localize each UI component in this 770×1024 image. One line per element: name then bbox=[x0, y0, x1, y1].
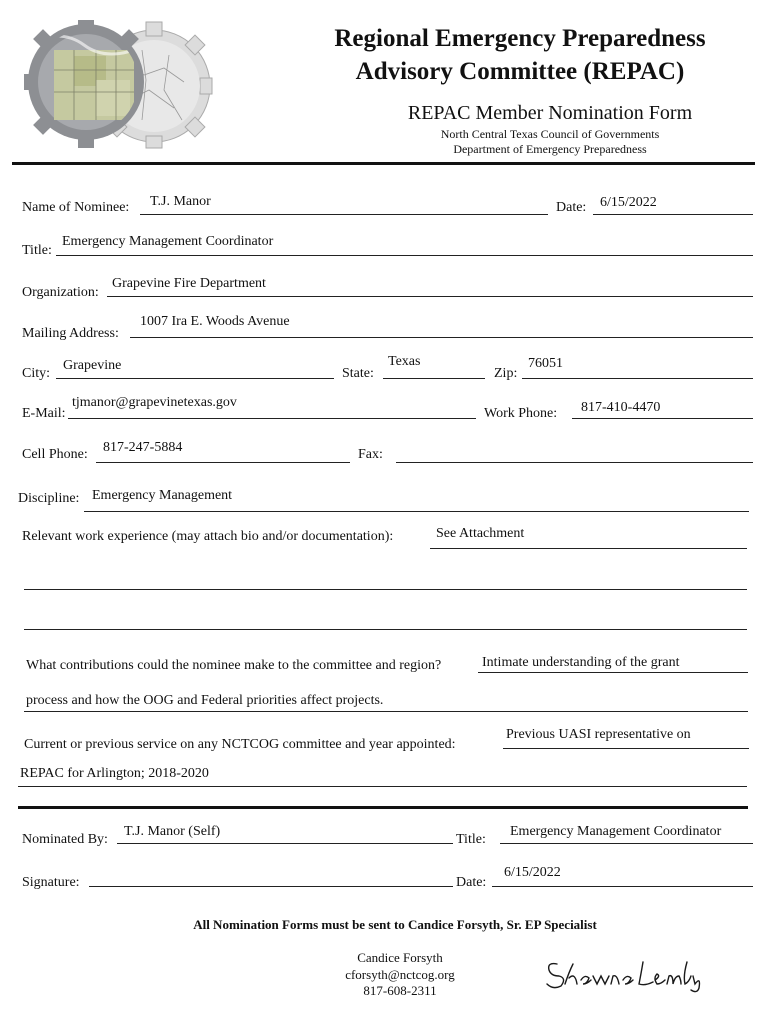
experience-field[interactable]: See Attachment bbox=[436, 526, 525, 541]
title-field[interactable]: Emergency Management Coordinator bbox=[62, 234, 274, 249]
discipline-label: Discipline: bbox=[18, 491, 80, 506]
contributions-line-1 bbox=[478, 672, 748, 673]
state-line bbox=[383, 378, 485, 379]
zip-field[interactable]: 76051 bbox=[528, 356, 563, 371]
fax-label: Fax: bbox=[358, 447, 383, 462]
footer-note: All Nomination Forms must be sent to Candice Forsyth, Sr. EP Specialist bbox=[193, 917, 597, 932]
contact-phone: 817-608-2311 bbox=[363, 983, 437, 998]
city-field[interactable]: Grapevine bbox=[63, 358, 122, 373]
nominated-by-line bbox=[117, 843, 453, 844]
date-label: Date: bbox=[556, 200, 587, 215]
title-line-2: Advisory Committee (REPAC) bbox=[355, 58, 685, 85]
nominee-label: Name of Nominee: bbox=[22, 200, 130, 215]
handwritten-signature bbox=[543, 954, 703, 994]
work-phone-field[interactable]: 817-410-4470 bbox=[581, 400, 661, 415]
header-divider bbox=[12, 162, 755, 165]
contributions-line-2 bbox=[24, 711, 748, 712]
service-line-2 bbox=[18, 786, 747, 787]
experience-label: Relevant work experience (may attach bio and/or documentation): bbox=[22, 529, 394, 544]
section-divider bbox=[18, 806, 748, 809]
nominator-title-line bbox=[500, 843, 753, 844]
nominated-by-label: Nominated By: bbox=[22, 832, 108, 847]
state-field[interactable]: Texas bbox=[388, 354, 421, 369]
experience-line-3 bbox=[24, 629, 747, 630]
date-line bbox=[593, 214, 753, 215]
cell-phone-line bbox=[96, 462, 350, 463]
mailing-field[interactable]: 1007 Ira E. Woods Avenue bbox=[140, 314, 290, 329]
contributions-label: What contributions could the nominee make to the committee and region? bbox=[26, 658, 442, 673]
service-field-2[interactable]: REPAC for Arlington; 2018-2020 bbox=[20, 766, 209, 781]
org-line-2: Department of Emergency Preparedness bbox=[453, 142, 647, 156]
signature-label: Signature: bbox=[22, 875, 80, 890]
contributions-field-2[interactable]: process and how the OOG and Federal priorities affect projects. bbox=[26, 693, 384, 708]
contributions-field-1[interactable]: Intimate understanding of the grant bbox=[482, 655, 680, 670]
organization-label: Organization: bbox=[22, 285, 99, 300]
experience-line-2 bbox=[24, 589, 747, 590]
work-phone-label: Work Phone: bbox=[484, 406, 558, 421]
cell-phone-label: Cell Phone: bbox=[22, 447, 88, 462]
contact-name: Candice Forsyth bbox=[357, 950, 443, 965]
title-line bbox=[56, 255, 753, 256]
mailing-label: Mailing Address: bbox=[22, 326, 119, 341]
org-line-1: North Central Texas Council of Governments bbox=[440, 127, 660, 141]
experience-line bbox=[430, 548, 747, 549]
date-field[interactable]: 6/15/2022 bbox=[600, 195, 657, 210]
email-label: E-Mail: bbox=[22, 406, 66, 421]
signature-date-field[interactable]: 6/15/2022 bbox=[504, 865, 561, 880]
repac-logo bbox=[24, 20, 214, 150]
signature-date-line bbox=[492, 886, 753, 887]
service-label: Current or previous service on any NCTCOG committee and year appointed: bbox=[24, 737, 456, 752]
zip-label: Zip: bbox=[494, 366, 518, 381]
mailing-line bbox=[130, 337, 753, 338]
city-label: City: bbox=[22, 366, 51, 381]
page-title bbox=[300, 22, 740, 88]
fax-line bbox=[396, 462, 753, 463]
zip-line bbox=[522, 378, 753, 379]
nominator-title-label: Title: bbox=[456, 832, 486, 847]
email-field[interactable]: tjmanor@grapevinetexas.gov bbox=[72, 395, 237, 410]
email-line bbox=[68, 418, 476, 419]
state-label: State: bbox=[342, 366, 374, 381]
nominator-title-field[interactable]: Emergency Management Coordinator bbox=[510, 824, 722, 839]
discipline-line bbox=[84, 511, 749, 512]
form-title: REPAC Member Nomination Form bbox=[407, 102, 693, 124]
signature-date-label: Date: bbox=[456, 875, 487, 890]
organization-field[interactable]: Grapevine Fire Department bbox=[112, 276, 266, 291]
cell-phone-field[interactable]: 817-247-5884 bbox=[103, 440, 183, 455]
title-line-1: Regional Emergency Preparedness bbox=[334, 25, 706, 52]
nominee-line bbox=[140, 214, 548, 215]
service-line-1 bbox=[503, 748, 749, 749]
nominee-field[interactable]: T.J. Manor bbox=[150, 194, 211, 209]
title-label: Title: bbox=[22, 243, 52, 258]
signature-line[interactable] bbox=[89, 886, 453, 887]
nominated-by-field[interactable]: T.J. Manor (Self) bbox=[124, 824, 221, 839]
work-phone-line bbox=[572, 418, 753, 419]
service-field-1[interactable]: Previous UASI representative on bbox=[506, 727, 691, 742]
contact-email[interactable]: cforsyth@nctcog.org bbox=[345, 967, 455, 982]
city-line bbox=[56, 378, 334, 379]
organization-line bbox=[107, 296, 753, 297]
discipline-field[interactable]: Emergency Management bbox=[92, 488, 233, 503]
